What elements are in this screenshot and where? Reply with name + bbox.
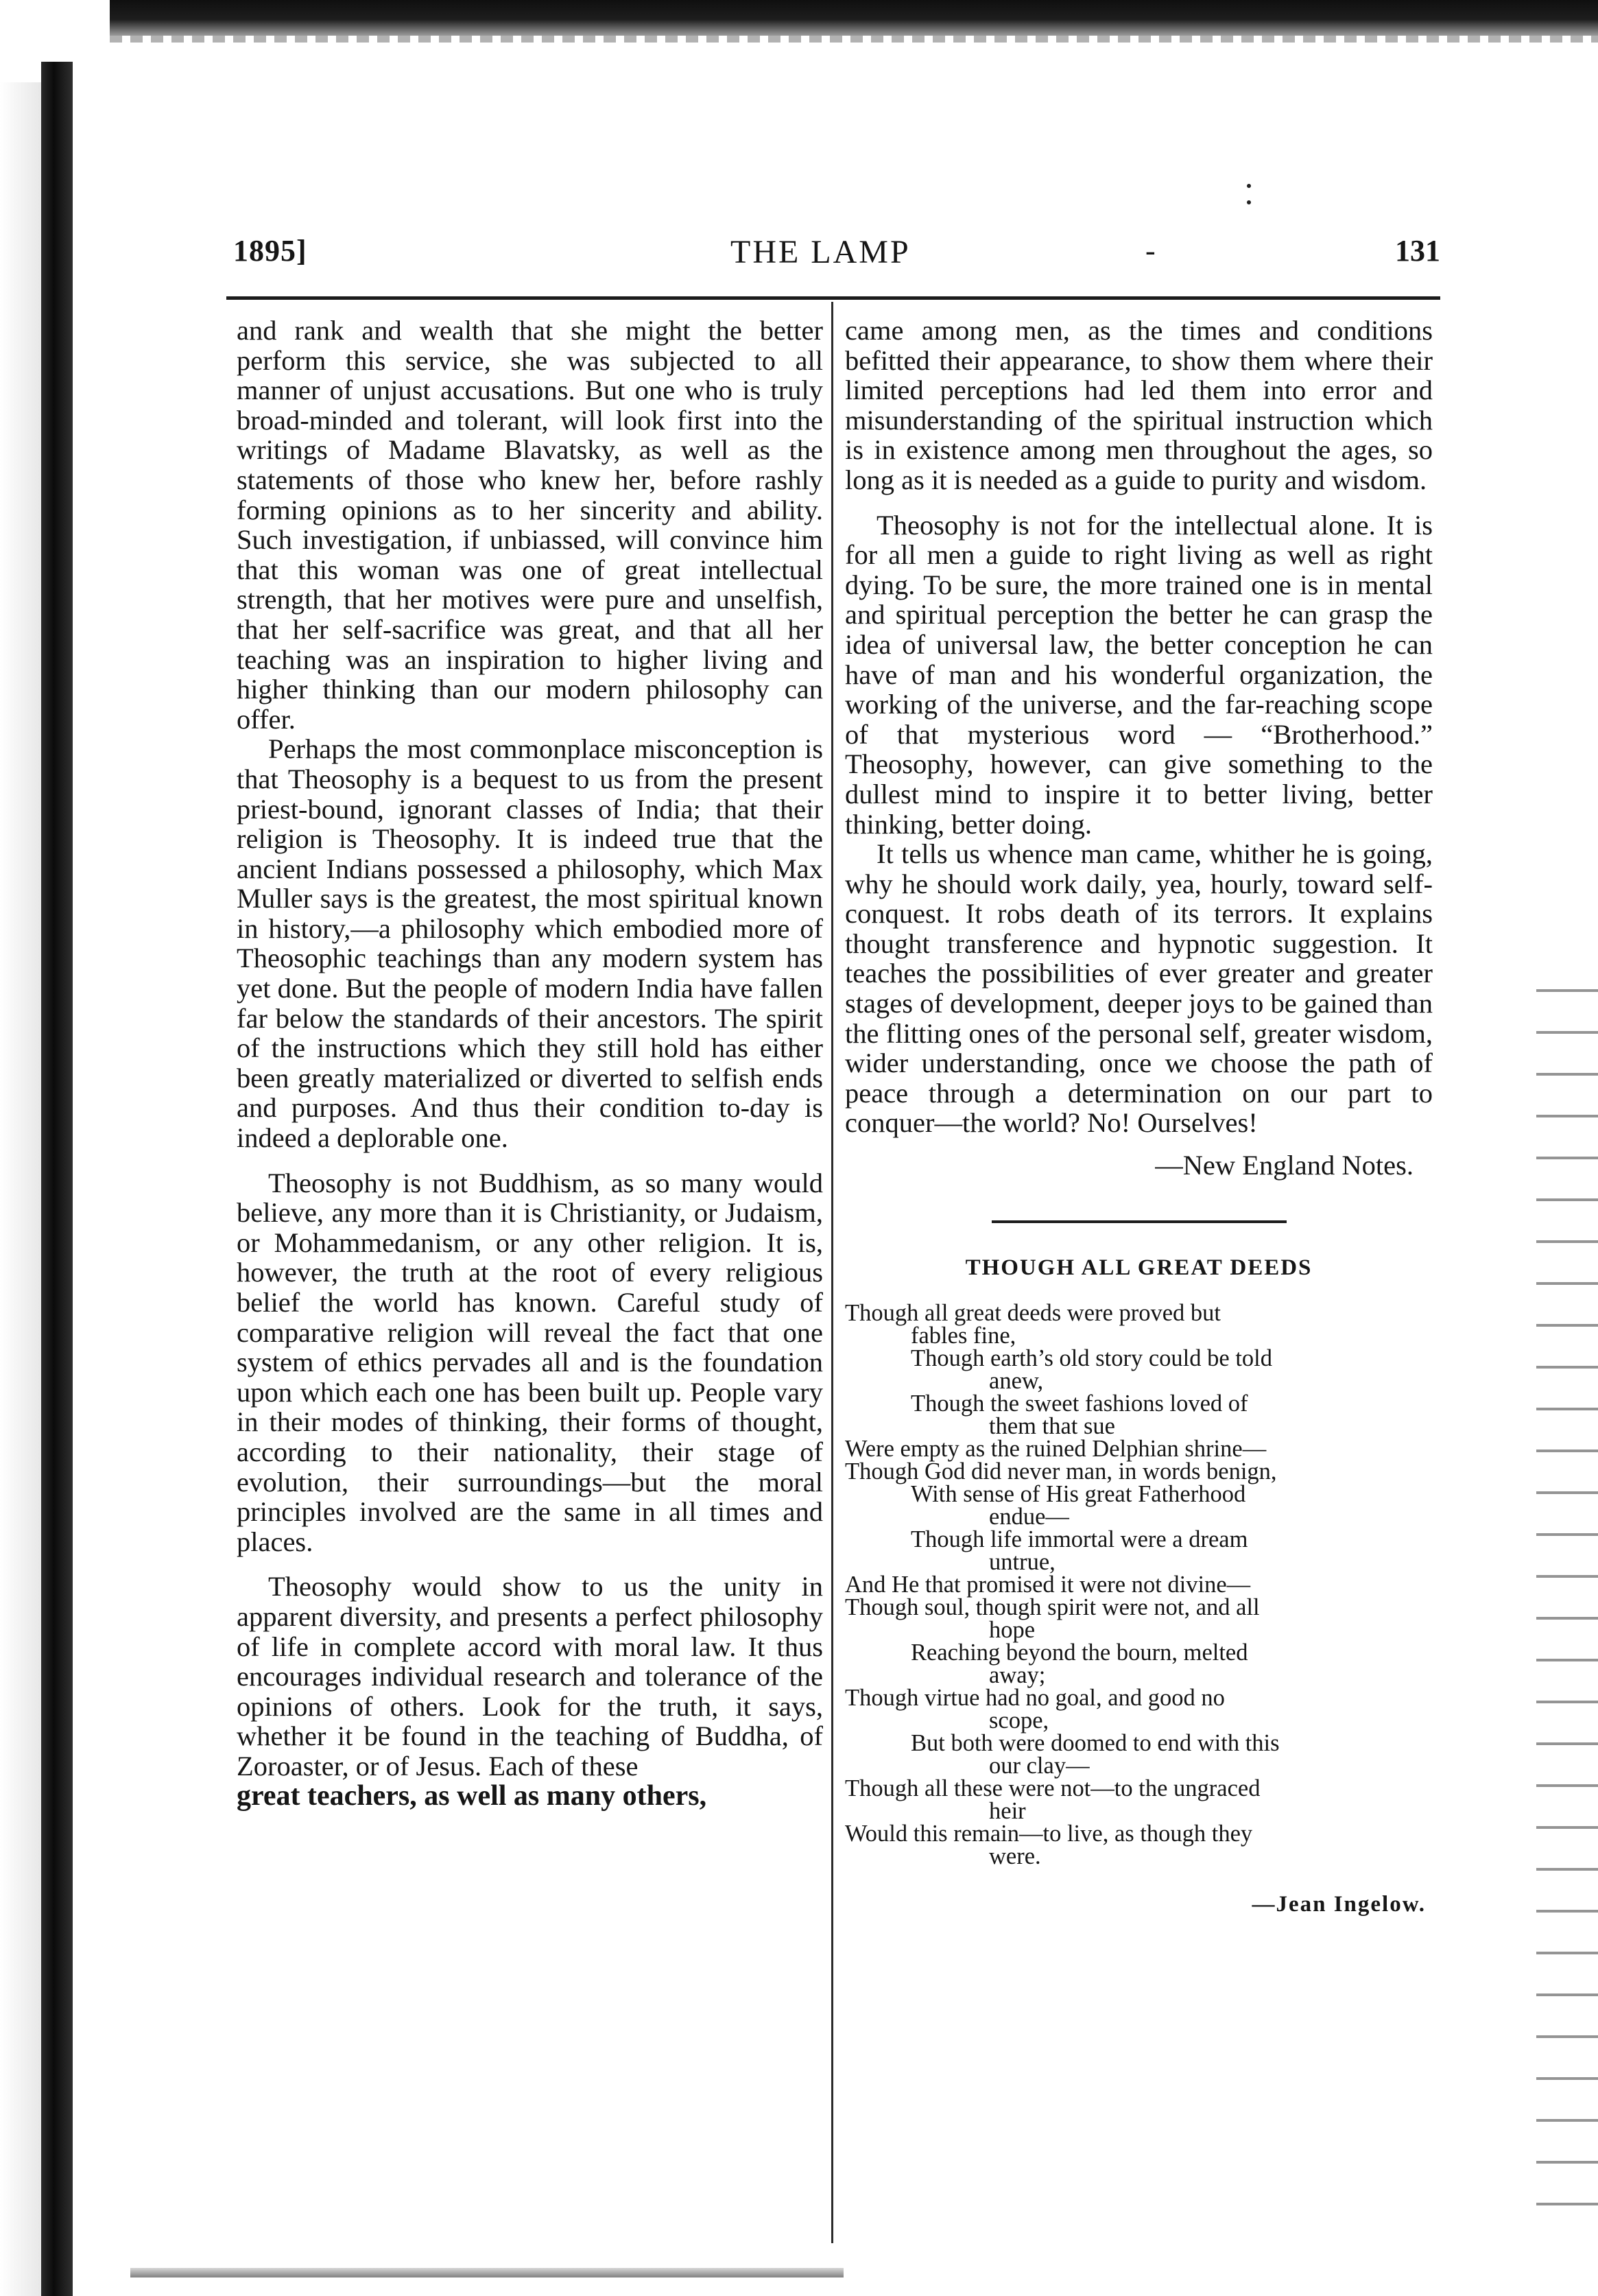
poem-line: Though all great deeds were proved but xyxy=(845,1300,1221,1327)
paragraph: Perhaps the most commonplace misconception is that Theosophy is a bequest to us from the present priest-bound, ignorant classes of India; that their religion is Theosophy. It is indeed true that the ancient Indians possessed a philosophy, which Max Muller says is the greatest, the most spiritual known in history,—a philosophy which embodied more of Theosophic teachings than any modern system has yet done. But the people of modern India have fallen far below the standards of their ancestors. The spirit of the instructions which they still hold has either been greatly materialized or diverted to selfish ends and purposes. And thus their condition to-day is indeed a deplorable one. xyxy=(237,733,823,1154)
poem-line: And He that promised it were not divine— xyxy=(845,1572,1251,1598)
poem-line: Though soul, though spirit were not, and all xyxy=(845,1594,1260,1621)
poem-line: Would this remain—to live, as though they xyxy=(845,1821,1253,1847)
paragraph: Theosophy is not for the intellectual alone. It is for all men a guide to right living as well as right dying. To be sure, the more trained one is in mental and spiritual perception the better he can grasp the idea of universal law, the better conception he can have of man and his wonderful organization, the working of the universe, and the far-reaching scope of that mysterious word — “Brotherhood.” Theosophy, however, can give something to the dullest mind to inspire it to better living, better thinking, better doing. xyxy=(845,509,1433,840)
paragraph: Theosophy would show to us the unity in apparent diversity, and presents a perfect philosophy of life in complete accord with moral law. It thus encourages individual research and tolerance of the opinions of others. Look for the truth, it says, whether it be found in the teaching of Buddha, of Zoroaster, or of Jesus. Each of these xyxy=(237,1571,823,1782)
paragraph: It tells us whence man came, whither he is going, why he should work daily, yea, hourly, toward self-conquest. It robs death of its terrors. It explains thought transference and hypnotic suggestion. It teaches the possibilities of ever greater and greater stages of development, deeper joys to be gained than the flitting ones of the personal self, greater wisdom, wider understanding, once we choose the path of peace through a determination on our part to conquer—the world? No! Ourselves! xyxy=(845,838,1433,1139)
poem-line: away; xyxy=(989,1662,1046,1689)
poem-line: fables fine, xyxy=(911,1323,1016,1349)
running-head-dash: - xyxy=(1145,234,1156,268)
poem-line: Though life immortal were a dream xyxy=(911,1526,1248,1553)
paragraph: Theosophy is not Buddhism, as so many would believe, any more than it is Christianity, or Judaism, or Mohammedanism, or any other religion. It is, however, the truth at the root of every religious belief the world has known. Careful study of comparative religion will reveal the fact that one system of ethics pervades all and is the foundation upon which each one has been built up. People vary in their modes of thinking, their forms of thought, according to their nationality, their stage of evolution, their surroundings—but the moral principles involved are the same in all times and places. xyxy=(237,1167,823,1557)
poem-line: untrue, xyxy=(989,1549,1056,1576)
poem-line: Though all these were not—to the ungraced xyxy=(845,1775,1261,1802)
running-head-title: THE LAMP xyxy=(730,234,911,270)
poem-line: Were empty as the ruined Delphian shrine— xyxy=(845,1436,1267,1463)
poem-line: endue— xyxy=(989,1504,1069,1530)
poem-line: anew, xyxy=(989,1368,1044,1395)
poem-line: scope, xyxy=(989,1707,1049,1734)
left-column xyxy=(237,316,823,1811)
poem-body xyxy=(845,1302,1433,1868)
poem-line: With sense of His great Fatherhood xyxy=(911,1481,1246,1508)
scan-edge-top xyxy=(110,0,1598,36)
scan-edge-top-noise xyxy=(110,36,1598,43)
paragraph: and rank and wealth that she might the better perform this service, she was subjected to all manner of unjust accusations. But one who is truly broad-minded and tolerant, will look first into the writings of Madame Blavatsky, as well as the statements of those who knew her, before rashly forming opinions as to her sincerity and ability. Such investigation, if unbiassed, will convince him that this woman was one of great intellectual strength, that her motives were pure and unselfish, that her self-sacrifice was great, and that all her teaching was an inspiration to higher living and higher thinking than our modern philosophy can offer. xyxy=(237,315,823,735)
poem-line: our clay— xyxy=(989,1753,1090,1779)
scan-edge-left-shade xyxy=(0,82,41,2296)
poem-line: hope xyxy=(989,1617,1036,1644)
header-rule xyxy=(226,296,1440,300)
poem-title: THOUGH ALL GREAT DEEDS xyxy=(965,1255,1313,1280)
poem-line: were. xyxy=(989,1843,1041,1870)
article-attribution: —New England Notes. xyxy=(1155,1150,1414,1181)
poem-line: them that sue xyxy=(989,1413,1115,1440)
paragraph: came among men, as the times and conditions befitted their appearance, to show them where their limited perceptions had led them into error and misunderstanding of the spiritual instruction which is in existence among men throughout the ages, so long as it is needed as a guide to purity and wisdom. xyxy=(845,315,1433,495)
scan-speck xyxy=(1247,184,1251,188)
running-head xyxy=(233,233,1440,274)
scan-edge-bottom xyxy=(130,2268,844,2277)
poem-line: But both were doomed to end with this xyxy=(911,1730,1280,1757)
column-divider xyxy=(831,302,833,2243)
poem-line: heir xyxy=(989,1798,1026,1825)
poem-line: Though earth’s old story could be told xyxy=(911,1345,1273,1372)
scan-edge-right-noise xyxy=(1536,974,1598,2209)
right-column xyxy=(845,316,1433,1920)
poem-line: Though virtue had no goal, and good no xyxy=(845,1685,1225,1712)
poem-attribution: —Jean Ingelow. xyxy=(1252,1892,1426,1917)
poem-line: Though God did never man, in words benign, xyxy=(845,1458,1277,1485)
running-head-year: 1895] xyxy=(233,234,307,268)
scan-speck xyxy=(1247,200,1251,204)
page-number: 131 xyxy=(1395,234,1440,268)
section-rule xyxy=(992,1220,1287,1223)
poem-line: Reaching beyond the bourn, melted xyxy=(911,1640,1248,1666)
scan-edge-left xyxy=(41,62,73,2296)
poem-line: Though the sweet fashions loved of xyxy=(911,1390,1248,1417)
paragraph-last-line: great teachers, as well as many others, xyxy=(237,1779,707,1812)
